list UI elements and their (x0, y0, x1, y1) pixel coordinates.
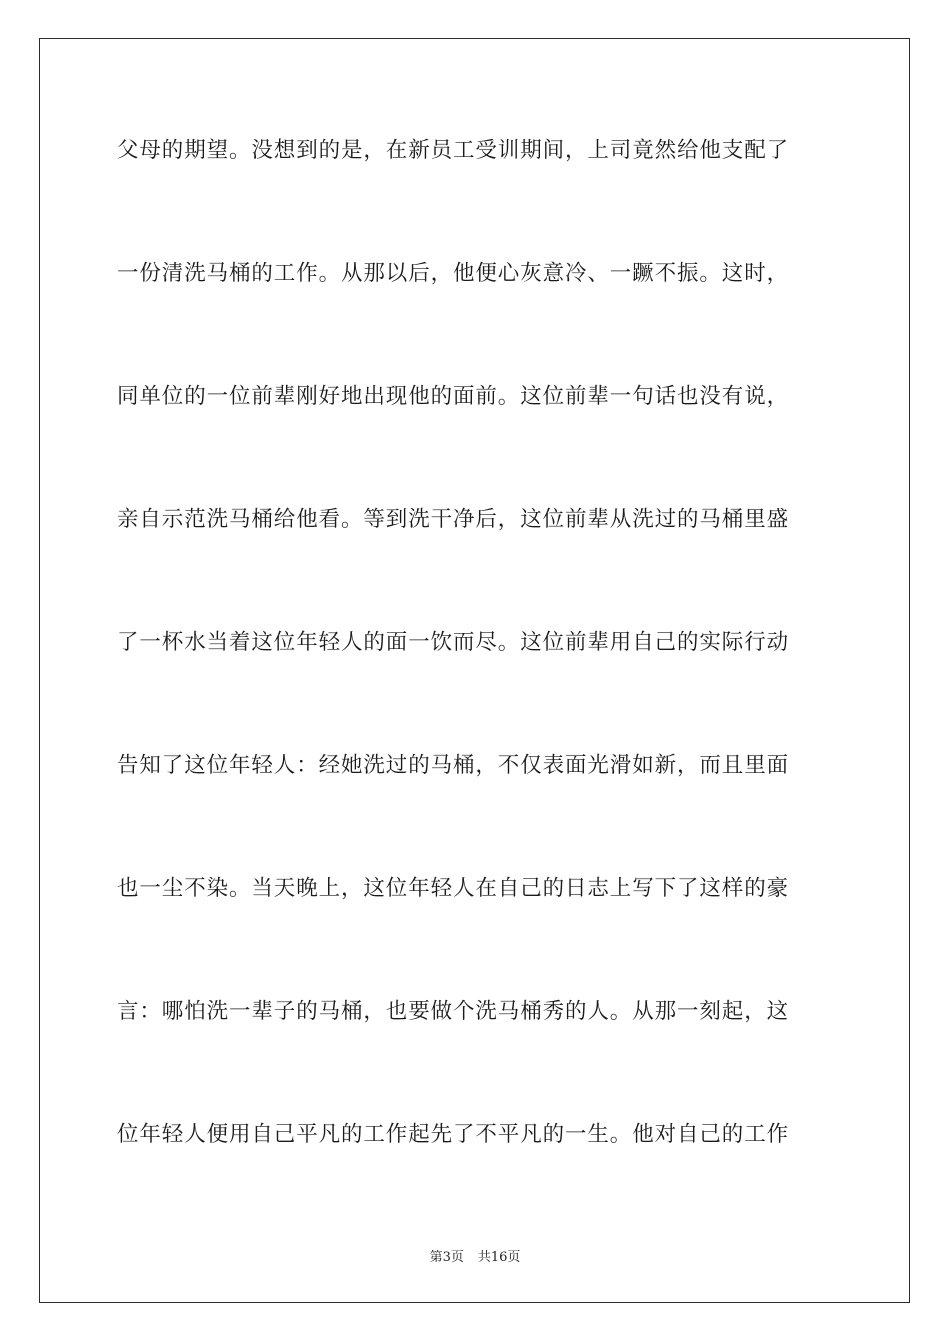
text-line: 告知了这位年轻人：经她洗过的马桶，不仅表面光滑如新，而且里面 (117, 753, 790, 778)
text-line: 同单位的一位前辈刚好地出现他的面前。这位前辈一句话也没有说， (117, 384, 790, 409)
text-line: 父母的期望。没想到的是，在新员工受训期间，上司竟然给他支配了 (117, 138, 790, 163)
text-line: 位年轻人便用自己平凡的工作起先了不平凡的一生。他对自己的工作 (117, 1122, 790, 1147)
document-body (117, 130, 837, 1237)
page-total: 共16页 (477, 1250, 521, 1265)
text-line: 言：哪怕洗一辈子的马桶，也要做个洗马桶秀的人。从那一刻起，这 (117, 999, 790, 1024)
text-line: 也一尘不染。当天晚上，这位年轻人在自己的日志上写下了这样的豪 (117, 876, 790, 901)
text-line: 了一杯水当着这位年轻人的面一饮而尽。这位前辈用自己的实际行动 (117, 630, 790, 655)
text-line: 一份清洗马桶的工作。从那以后，他便心灰意冷、一蹶不振。这时， (117, 261, 790, 286)
text-line: 亲自示范洗马桶给他看。等到洗干净后，这位前辈从洗过的马桶里盛 (117, 507, 790, 532)
page-number: 第3页 (429, 1250, 464, 1265)
page-footer (0, 1246, 950, 1265)
